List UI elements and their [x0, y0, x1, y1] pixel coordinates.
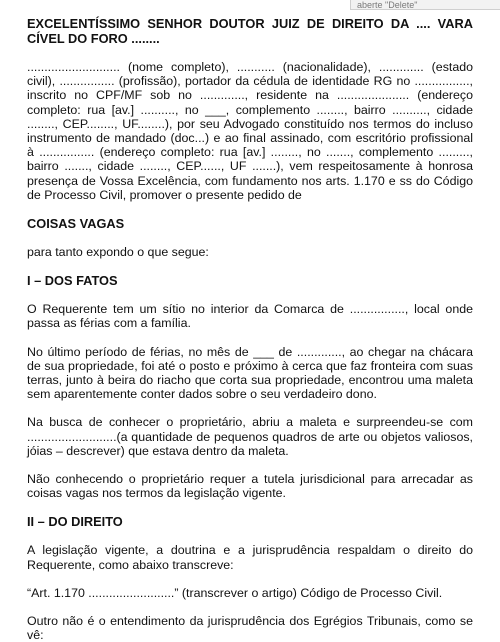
law-paragraph-3: Outro não é o entendimento da jurisprudência dos Egrégios Tribunais, como se vê: — [27, 614, 473, 642]
section-law-heading: II – DO DIREITO — [27, 514, 123, 530]
case-title: COISAS VAGAS — [27, 216, 125, 232]
intro-paragraph: ........................... (nome completo), ........... (nacionalidade), ............. (estado civil), ................ (profissão), portador da cédula de identidade RG no ................, inscrito no CPF/MF sob no ............., residente na ..................... (endereço completo: rua [av.] .........., no ___, complemento ........, bairro .........., cidade ........, CEP........, UF........), por seu Advogado constituído nos termos do incluso instrumento de mandado (doc...) e ao final assinado, com escritório profissional à ................ (endereço completo: rua [av.] ........, no ......., complemento ........., bairro ......., cidade ........, CEP......, UF .......), vem respeitosamente à honrosa presença de Vossa Excelência, com fundamento nos arts. 1.170 e ss do Código de Processo Civil, promover o presente pedido de — [27, 60, 473, 202]
fact-paragraph-2: No último período de férias, no mês de ___ de ............., ao chegar na chácara de sua propriedade, foi até o posto e próximo à cerca que faz fronteira com suas terras, junto à beira do riacho que corta sua propriedade, encontrou uma maleta sem aparentemente conter dados sobre o seu verdadeiro dono. — [27, 344, 473, 402]
document-page — [27, 16, 473, 642]
fact-paragraph-4: Não conhecendo o proprietário requer a tutela jurisdicional para arrecadar as coisas vagas nos termos da legislação vigente. — [27, 472, 473, 501]
fact-paragraph-1: O Requerente tem um sítio no interior da Comarca de ................, local onde passa as férias com a família. — [27, 302, 473, 331]
expose-line: para tanto expondo o que segue: — [27, 245, 209, 260]
law-paragraph-2: “Art. 1.170 .........................” (transcrever o artigo) Código de Processo Civil. — [27, 585, 443, 600]
toolbar-hint: aberte "Delete" — [350, 0, 500, 10]
fact-paragraph-3: Na busca de conhecer o proprietário, abriu a maleta e surpreendeu-se com ..........................(a quantidade de pequenos quadros de arte ou objetos valiosos, jóias – descrever) que estava dentro da maleta. — [27, 415, 473, 458]
section-facts-heading: I – DOS FATOS — [27, 273, 118, 289]
document-title: EXCELENTÍSSIMO SENHOR DOUTOR JUIZ DE DIREITO DA .... VARA CÍVEL DO FORO ........ — [27, 16, 473, 46]
law-paragraph-1: A legislação vigente, a doutrina e a jurisprudência respaldam o direito do Requerente, como abaixo transcreve: — [27, 543, 473, 572]
